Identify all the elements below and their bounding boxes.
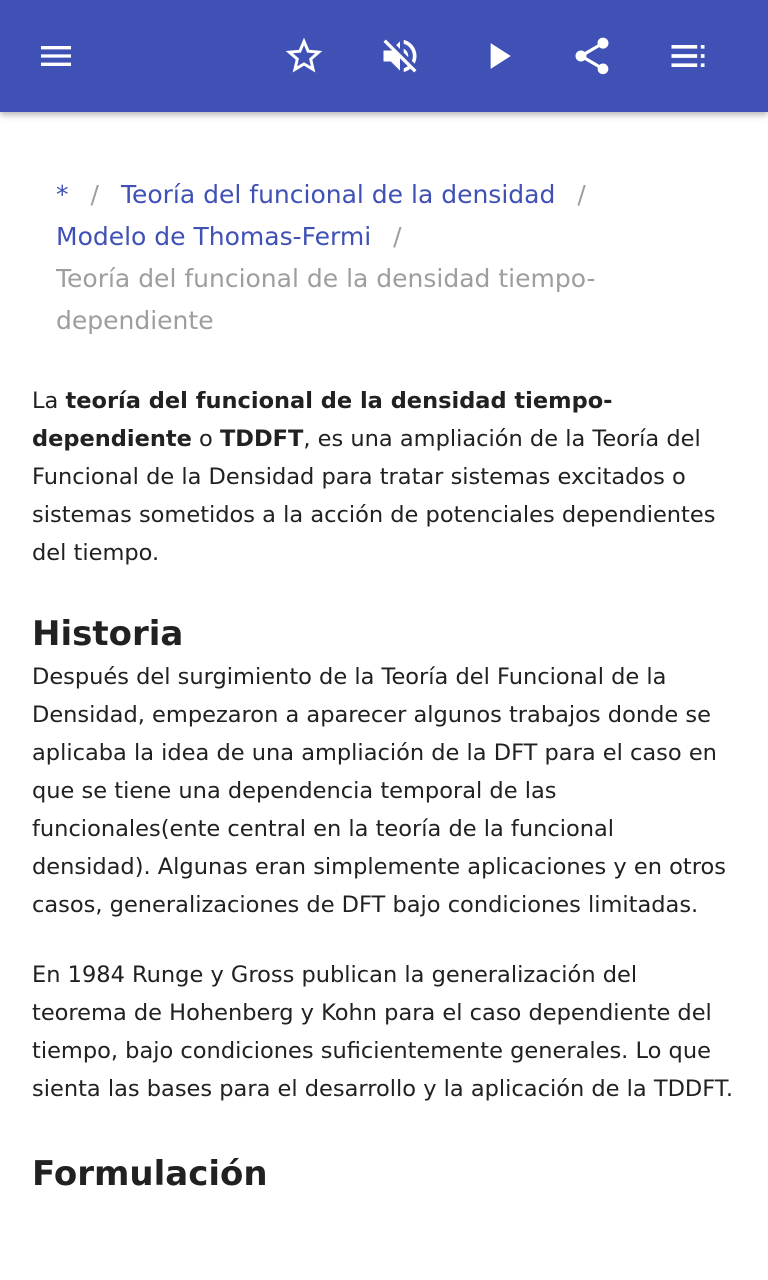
play-icon xyxy=(476,34,520,78)
breadcrumb-separator: / xyxy=(393,222,402,251)
breadcrumb-link-dft[interactable]: Teoría del funcional de la densidad xyxy=(120,180,556,209)
volume-off-icon xyxy=(378,34,422,78)
section-heading-historia: Historia xyxy=(32,614,184,654)
historia-paragraph-2: En 1984 Runge y Gross publican la generalización del teorema de Hohenberg y Kohn para el caso dependiente del tiempo, bajo condiciones suficientemente generales. Lo que sienta las bases para el desarrollo y la aplicación de la TDDFT. xyxy=(32,962,734,1102)
article-body xyxy=(32,382,736,1196)
article-scroll-area[interactable] xyxy=(0,112,768,1280)
share-icon xyxy=(570,34,614,78)
section-heading-formulacion: Formulación xyxy=(32,1154,268,1194)
breadcrumb-separator: / xyxy=(577,180,586,209)
breadcrumb xyxy=(56,174,736,342)
intro-prefix: La xyxy=(32,388,66,414)
historia-paragraph-1: Después del surgimiento de la Teoría del Funcional de la Densidad, empezaron a aparecer algunos trabajos donde se aplicaba la idea de una ampliación de la DFT para el caso en que se tiene una dependencia temporal de las funcionales(ente central en la teoría de la funcional densidad). Algunas eran simplemente aplicaciones y en otros casos, generalizaciones de DFT bajo condiciones limitadas. xyxy=(32,664,726,918)
star-outline-icon xyxy=(282,34,326,78)
breadcrumb-separator: / xyxy=(90,180,99,209)
menu-button[interactable] xyxy=(24,24,88,88)
share-button[interactable] xyxy=(560,24,624,88)
contents-button[interactable] xyxy=(656,24,720,88)
play-button[interactable] xyxy=(466,24,530,88)
intro-bold-term: teoría del funcional de la densidad tiempo-dependiente xyxy=(32,388,613,452)
breadcrumb-link-home[interactable]: * xyxy=(56,180,69,209)
intro-paragraph xyxy=(32,382,736,572)
breadcrumb-link-thomas-fermi[interactable]: Modelo de Thomas-Fermi xyxy=(56,222,372,251)
favorite-button[interactable] xyxy=(272,24,336,88)
intro-bold-abbr: TDDFT xyxy=(219,426,304,452)
intro-middle: o xyxy=(191,426,220,452)
app-toolbar xyxy=(0,0,768,112)
menu-icon xyxy=(36,36,76,76)
intro-rest: , es una ampliación de la Teoría del Funcional de la Densidad para tratar sistemas excitados o sistemas sometidos a la acción de potenciales dependientes del tiempo. xyxy=(32,426,716,566)
mute-button[interactable] xyxy=(368,24,432,88)
breadcrumb-current-page: Teoría del funcional de la densidad tiempo-dependiente xyxy=(56,264,596,335)
playlist-icon xyxy=(666,34,710,78)
